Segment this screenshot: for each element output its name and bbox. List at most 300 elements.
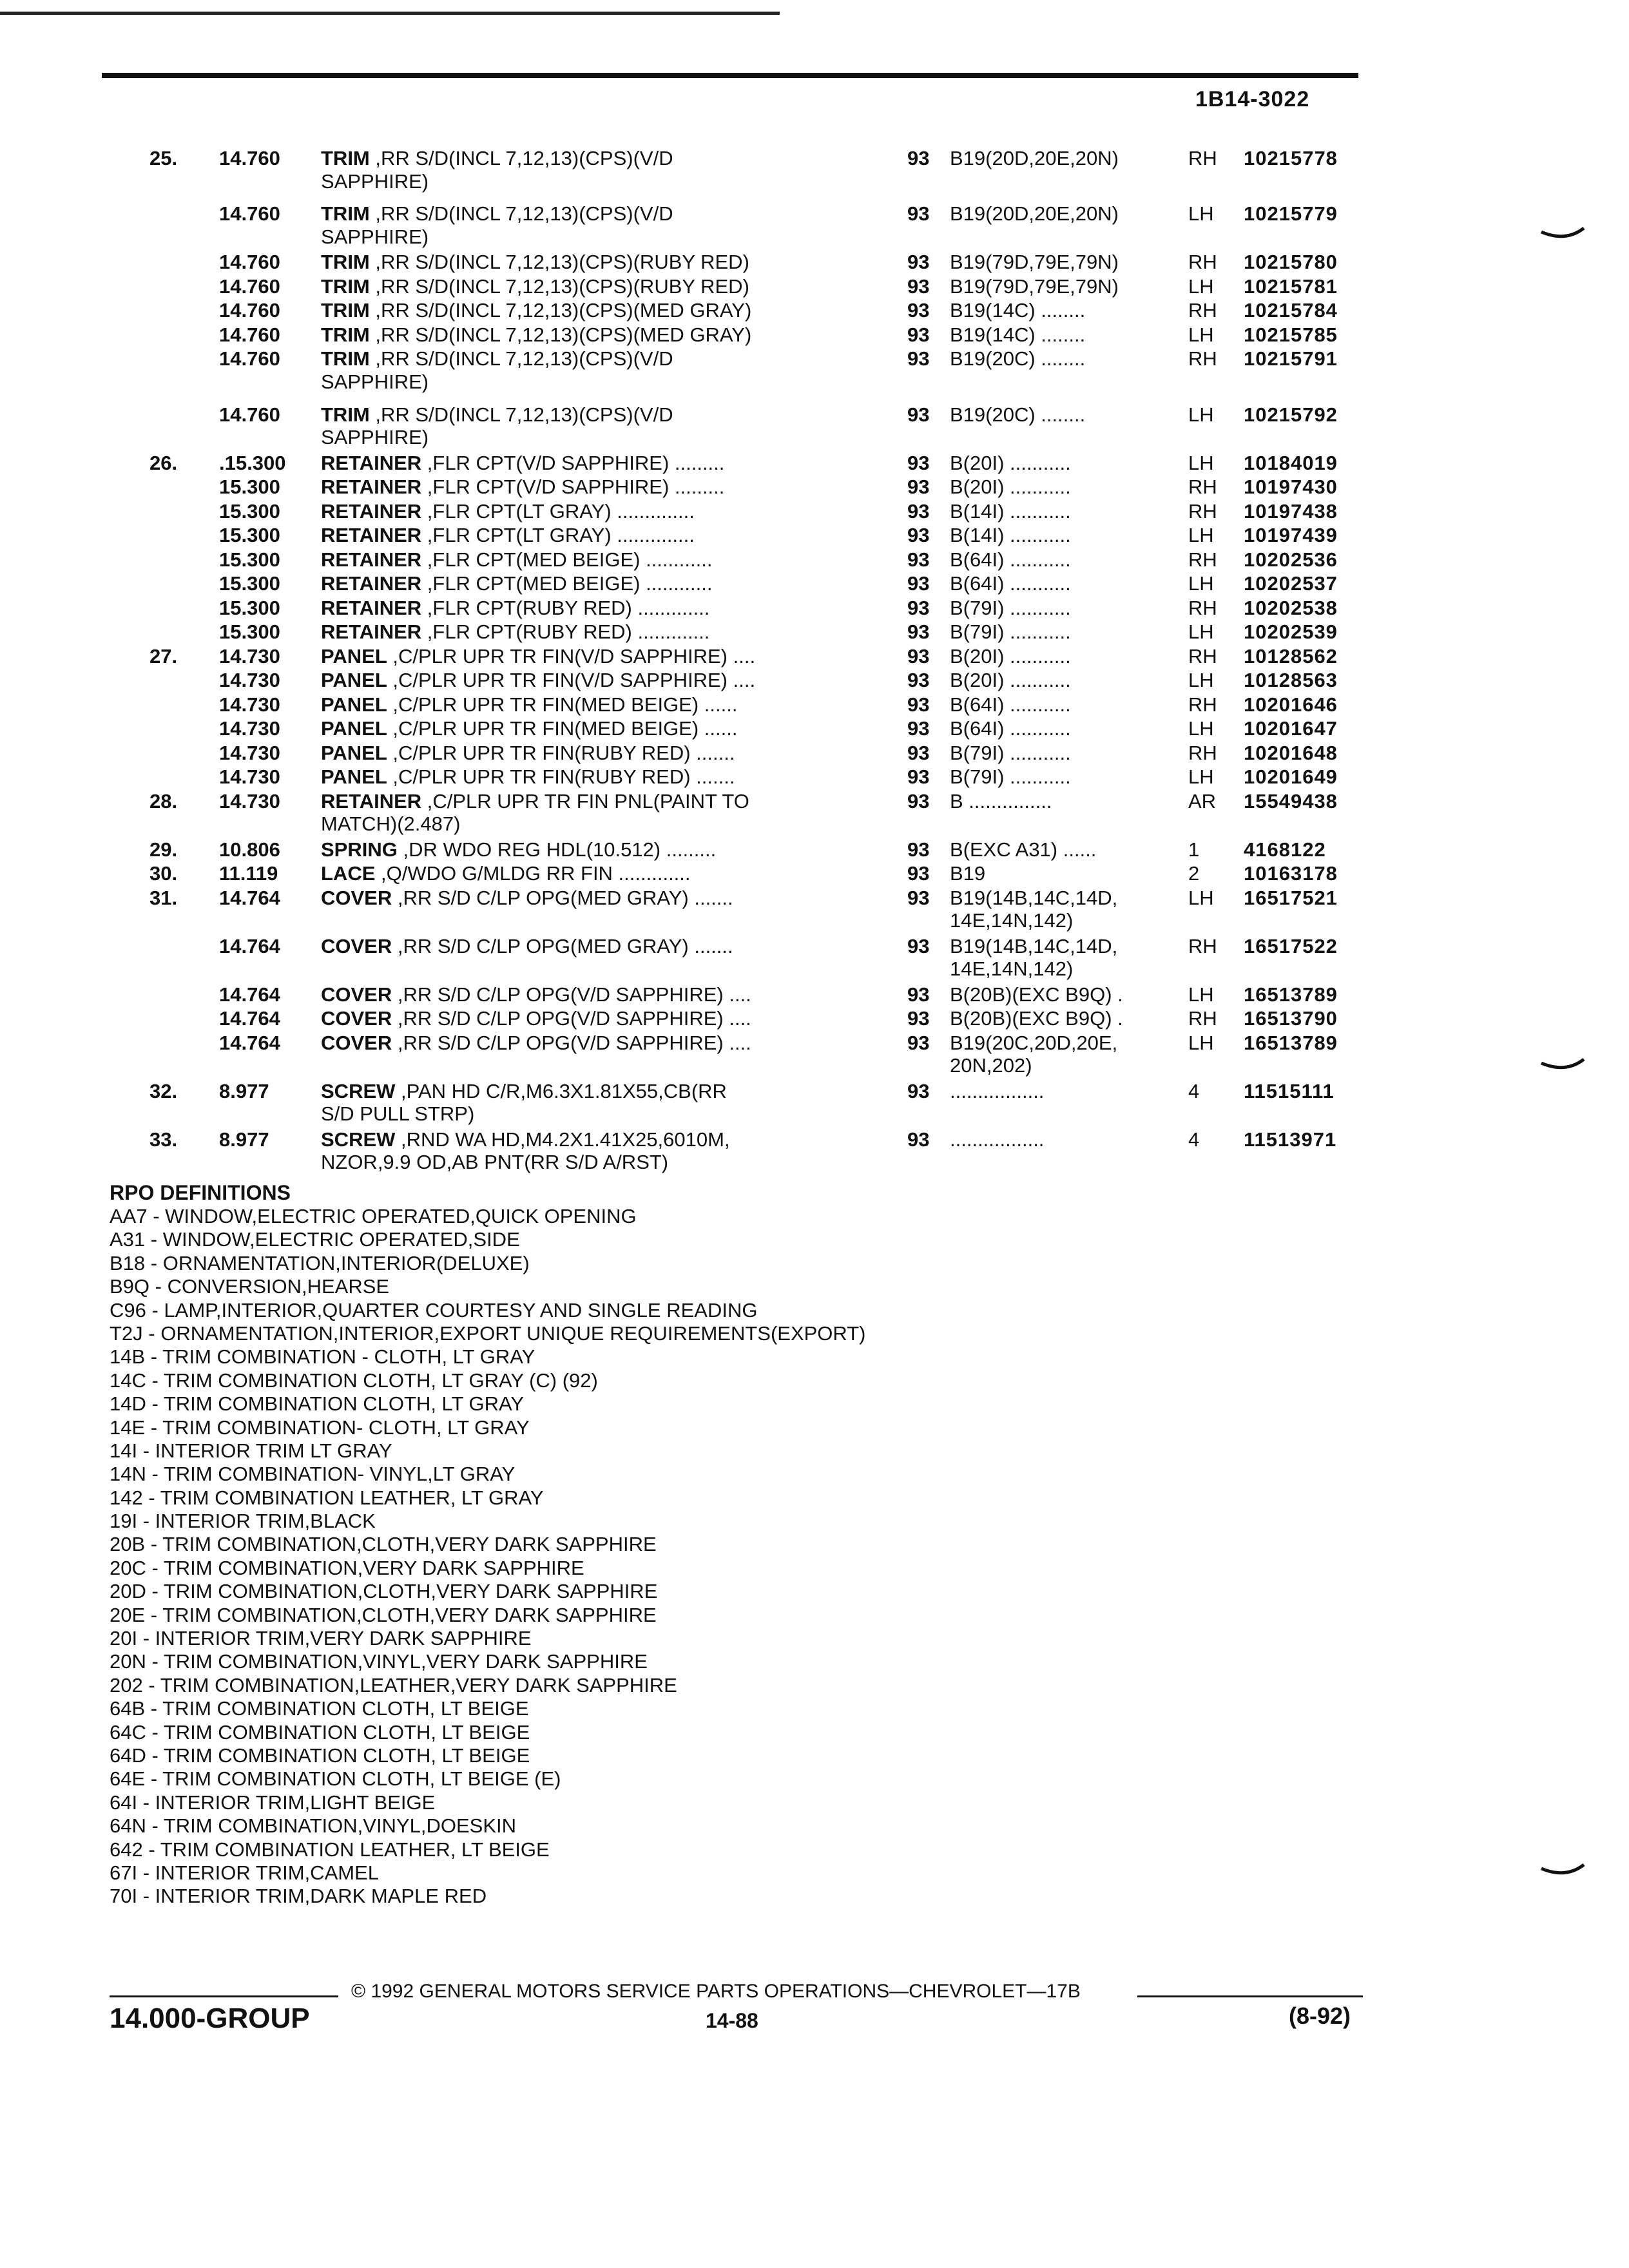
part-name: RETAINER — [321, 524, 422, 546]
rpo-usage: B19(14C) ........ — [950, 299, 1086, 322]
rpo-usage: B19(20D,20E,20N) — [950, 147, 1119, 169]
rpo-definition: 20I - INTERIOR TRIM,VERY DARK SAPPHIRE — [110, 1627, 532, 1650]
part-row — [0, 147, 1418, 193]
rpo-definition: 642 - TRIM COMBINATION LEATHER, LT BEIGE — [110, 1838, 550, 1861]
group-number: 14.760 — [219, 274, 280, 298]
footer-page-number: 14-88 — [706, 2009, 758, 2032]
part-row — [0, 323, 1418, 348]
part-row — [0, 886, 1418, 932]
rpo-usage-continued: 14E,14N,142) — [950, 909, 1074, 932]
side-or-qty: LH — [1188, 717, 1214, 740]
part-number: 10197430 — [1244, 476, 1338, 498]
part-detail: ,RR S/D(INCL 7,12,13)(CPS)(V/D — [369, 202, 673, 226]
rpo-usage: B(20B)(EXC B9Q) . — [950, 983, 1123, 1006]
rpo-usage: B(79I) ........... — [950, 765, 1071, 788]
part-description — [321, 717, 737, 740]
footer-rule-right — [1137, 1995, 1363, 1997]
group-number: 15.300 — [219, 476, 280, 498]
part-name: PANEL — [321, 765, 387, 788]
part-name: PANEL — [321, 693, 387, 716]
rpo-definition: T2J - ORNAMENTATION,INTERIOR,EXPORT UNIQUE REQUIREMENTS(EXPORT) — [110, 1321, 866, 1345]
side-or-qty: LH — [1188, 765, 1214, 788]
part-description — [321, 935, 733, 958]
part-row — [0, 572, 1418, 597]
rpo-definitions-list — [110, 1205, 1141, 1908]
rpo-usage: B19(20C) ........ — [950, 403, 1086, 426]
rpo-definition: 19I - INTERIOR TRIM,BLACK — [110, 1510, 376, 1533]
part-description-continued: SAPPHIRE) — [321, 426, 429, 449]
side-or-qty: RH — [1188, 499, 1217, 523]
side-or-qty: 2 — [1188, 862, 1200, 885]
part-row — [0, 669, 1418, 693]
part-number: 11513971 — [1244, 1128, 1337, 1151]
part-detail: ,FLR CPT(LT GRAY) .............. — [421, 524, 695, 546]
part-description-continued: S/D PULL STRP) — [321, 1102, 475, 1126]
rpo-definition: 14C - TRIM COMBINATION CLOTH, LT GRAY (C) (92) — [110, 1369, 598, 1392]
part-detail: ,C/PLR UPR TR FIN(MED BEIGE) ...... — [387, 717, 738, 740]
part-name: SPRING — [321, 838, 398, 861]
rpo-usage: B(EXC A31) ...... — [950, 838, 1097, 861]
rpo-definition: 20C - TRIM COMBINATION,VERY DARK SAPPHIRE — [110, 1556, 584, 1579]
part-detail: ,RR S/D(INCL 7,12,13)(CPS)(RUBY RED) — [369, 251, 749, 274]
model-year: 93 — [907, 934, 930, 957]
part-detail: ,FLR CPT(RUBY RED) ............. — [421, 620, 710, 643]
side-or-qty: LH — [1188, 620, 1214, 643]
part-name: RETAINER — [321, 476, 422, 498]
part-number: 10202536 — [1244, 548, 1338, 571]
part-row — [0, 1031, 1418, 1077]
part-description — [321, 693, 737, 716]
group-number: 15.300 — [219, 548, 280, 571]
part-row — [0, 548, 1418, 573]
part-name: COVER — [321, 1007, 392, 1030]
group-number: 15.300 — [219, 572, 280, 595]
part-number: 10201647 — [1244, 717, 1338, 740]
footer-copyright: © 1992 GENERAL MOTORS SERVICE PARTS OPERATIONS—CHEVROLET—17B — [351, 1981, 1081, 2002]
part-detail: ,C/PLR UPR TR FIN(V/D SAPPHIRE) .... — [387, 644, 756, 668]
side-or-qty: RH — [1188, 251, 1217, 274]
part-detail: ,RR S/D C/LP OPG(V/D SAPPHIRE) .... — [392, 1031, 751, 1054]
side-or-qty: LH — [1188, 403, 1214, 426]
part-name: TRIM — [321, 403, 370, 426]
rpo-usage: B(20I) ........... — [950, 669, 1071, 691]
part-name: TRIM — [321, 347, 370, 370]
rpo-definition: 64C - TRIM COMBINATION CLOTH, LT BEIGE — [110, 1720, 530, 1744]
part-row — [0, 742, 1418, 766]
side-or-qty: RH — [1188, 548, 1217, 571]
part-description-continued: MATCH)(2.487) — [321, 812, 461, 836]
part-number: 16517521 — [1244, 886, 1338, 909]
part-description — [321, 476, 724, 499]
part-number: 10201646 — [1244, 693, 1338, 716]
part-row — [0, 983, 1418, 1008]
group-number: 15.300 — [219, 499, 280, 523]
model-year: 93 — [907, 741, 930, 764]
group-number: 14.760 — [219, 202, 280, 226]
part-number: 10215792 — [1244, 403, 1338, 426]
model-year: 93 — [907, 1128, 930, 1151]
item-number: 28. — [149, 789, 178, 812]
rpo-usage: B ............... — [950, 789, 1052, 812]
rpo-usage: B19(20D,20E,20N) — [950, 202, 1119, 226]
rpo-usage: B(79I) ........... — [950, 741, 1071, 764]
part-row — [0, 403, 1418, 449]
part-description — [321, 620, 709, 644]
part-detail: ,RR S/D(INCL 7,12,13)(CPS)(V/D — [369, 403, 673, 426]
part-description — [321, 1080, 727, 1103]
part-name: PANEL — [321, 717, 387, 740]
group-number: 14.764 — [219, 886, 280, 909]
part-number: 10215778 — [1244, 147, 1338, 169]
part-number: 10201648 — [1244, 741, 1338, 764]
rpo-usage: B19(79D,79E,79N) — [950, 251, 1119, 274]
rpo-usage: B19 — [950, 862, 986, 885]
model-year: 93 — [907, 451, 930, 474]
part-detail: ,RR S/D C/LP OPG(MED GRAY) ....... — [392, 934, 733, 957]
side-or-qty: LH — [1188, 886, 1214, 909]
group-number: 8.977 — [219, 1079, 269, 1102]
part-detail: ,DR WDO REG HDL(10.512) ......... — [397, 838, 717, 861]
part-name: TRIM — [321, 299, 370, 322]
part-description — [321, 1007, 751, 1030]
part-name: RETAINER — [321, 789, 422, 812]
part-number: 10215779 — [1244, 202, 1338, 226]
rpo-usage: B19(79D,79E,79N) — [950, 274, 1119, 298]
part-description — [321, 500, 695, 523]
rpo-definition: B18 - ORNAMENTATION,INTERIOR(DELUXE) — [110, 1251, 530, 1274]
model-year: 93 — [907, 323, 930, 346]
side-or-qty: RH — [1188, 741, 1217, 764]
part-row — [0, 1007, 1418, 1032]
part-number: 10197439 — [1244, 524, 1338, 546]
group-number: 14.760 — [219, 347, 280, 370]
side-or-qty: RH — [1188, 476, 1217, 498]
part-detail: ,FLR CPT(MED BEIGE) ............ — [421, 572, 713, 595]
part-row — [0, 1128, 1418, 1174]
item-number: 32. — [149, 1079, 178, 1102]
part-detail: ,FLR CPT(RUBY RED) ............. — [421, 596, 710, 619]
part-detail: ,Q/WDO G/MLDG RR FIN ............. — [375, 862, 691, 885]
model-year: 93 — [907, 669, 930, 691]
rpo-definition: 64E - TRIM COMBINATION CLOTH, LT BEIGE (E) — [110, 1767, 561, 1791]
item-number: 29. — [149, 838, 178, 861]
rpo-definition: 14D - TRIM COMBINATION CLOTH, LT GRAY — [110, 1392, 525, 1416]
part-name: COVER — [321, 983, 392, 1006]
rpo-definition: 202 - TRIM COMBINATION,LEATHER,VERY DARK SAPPHIRE — [110, 1673, 677, 1696]
model-year: 93 — [907, 548, 930, 571]
side-or-qty: LH — [1188, 274, 1214, 298]
part-detail: ,PAN HD C/R,M6.3X1.81X55,CB(RR — [395, 1079, 727, 1102]
model-year: 93 — [907, 620, 930, 643]
part-name: COVER — [321, 1031, 392, 1054]
group-number: 14.730 — [219, 789, 280, 812]
rpo-usage: B(64I) ........... — [950, 548, 1071, 571]
rpo-usage: B(20I) ........... — [950, 451, 1071, 474]
item-number: 26. — [149, 451, 178, 474]
group-number: 14.730 — [219, 741, 280, 764]
group-number: 14.730 — [219, 669, 280, 691]
rpo-usage: ................. — [950, 1128, 1045, 1151]
part-description — [321, 147, 673, 170]
part-description — [321, 299, 751, 322]
part-number: 10184019 — [1244, 451, 1338, 474]
part-number: 10215780 — [1244, 251, 1338, 274]
group-number: .15.300 — [219, 451, 286, 474]
part-description-continued: SAPPHIRE) — [321, 225, 429, 248]
group-number: 11.119 — [219, 862, 278, 885]
rpo-usage: B(14I) ........... — [950, 499, 1071, 523]
part-row — [0, 789, 1418, 836]
part-name: TRIM — [321, 147, 370, 169]
part-name: SCREW — [321, 1079, 396, 1102]
rpo-usage: B(64I) ........... — [950, 693, 1071, 716]
group-number: 15.300 — [219, 524, 280, 546]
side-or-qty: LH — [1188, 202, 1214, 226]
part-row — [0, 476, 1418, 500]
group-number: 14.730 — [219, 693, 280, 716]
part-description — [321, 669, 755, 692]
part-name: TRIM — [321, 202, 370, 226]
rpo-definition: 14N - TRIM COMBINATION- VINYL,LT GRAY — [110, 1463, 516, 1486]
rpo-usage: B(20B)(EXC B9Q) . — [950, 1007, 1123, 1030]
part-row — [0, 620, 1418, 645]
group-number: 14.764 — [219, 1031, 280, 1054]
model-year: 93 — [907, 299, 930, 322]
side-or-qty: RH — [1188, 347, 1217, 370]
group-number: 15.300 — [219, 620, 280, 643]
item-number: 30. — [149, 862, 178, 885]
part-name: LACE — [321, 862, 376, 885]
group-number: 14.760 — [219, 323, 280, 346]
model-year: 93 — [907, 403, 930, 426]
part-description — [321, 347, 673, 370]
part-description — [321, 524, 695, 547]
part-description — [321, 403, 673, 427]
model-year: 93 — [907, 147, 930, 169]
part-description — [321, 548, 712, 572]
group-number: 14.730 — [219, 765, 280, 788]
part-row — [0, 934, 1418, 981]
rpo-definition: 64I - INTERIOR TRIM,LIGHT BEIGE — [110, 1791, 436, 1814]
part-detail: ,C/PLR UPR TR FIN(MED BEIGE) ...... — [387, 693, 738, 716]
group-number: 14.730 — [219, 644, 280, 668]
part-number: 10128562 — [1244, 644, 1338, 668]
rpo-usage-continued: 20N,202) — [950, 1054, 1032, 1077]
part-description — [321, 765, 735, 789]
part-name: TRIM — [321, 251, 370, 274]
rpo-definition: 14E - TRIM COMBINATION- CLOTH, LT GRAY — [110, 1416, 530, 1439]
model-year: 93 — [907, 1007, 930, 1030]
model-year: 93 — [907, 1079, 930, 1102]
side-or-qty: RH — [1188, 1007, 1217, 1030]
part-row — [0, 717, 1418, 742]
part-number: 10202537 — [1244, 572, 1338, 595]
rpo-usage: B19(20C) ........ — [950, 347, 1086, 370]
part-detail: ,FLR CPT(V/D SAPPHIRE) ......... — [421, 451, 725, 474]
part-description — [321, 790, 749, 813]
rpo-usage: B19(14B,14C,14D, — [950, 886, 1118, 909]
part-row — [0, 1079, 1418, 1126]
part-name: TRIM — [321, 274, 370, 298]
group-number: 8.977 — [219, 1128, 269, 1151]
side-or-qty: AR — [1188, 789, 1217, 812]
part-row — [0, 251, 1418, 275]
part-description — [321, 597, 709, 620]
part-detail: ,RR S/D C/LP OPG(V/D SAPPHIRE) .... — [392, 1007, 751, 1030]
part-name: RETAINER — [321, 620, 422, 643]
side-or-qty: LH — [1188, 1031, 1214, 1054]
margin-tick-mark — [1540, 226, 1585, 244]
part-name: RETAINER — [321, 548, 422, 571]
side-or-qty: LH — [1188, 572, 1214, 595]
rpo-definition: 64D - TRIM COMBINATION CLOTH, LT BEIGE — [110, 1744, 530, 1767]
part-row — [0, 765, 1418, 790]
model-year: 93 — [907, 499, 930, 523]
rpo-definition: 142 - TRIM COMBINATION LEATHER, LT GRAY — [110, 1486, 544, 1509]
side-or-qty: 1 — [1188, 838, 1200, 861]
rpo-definition: 67I - INTERIOR TRIM,CAMEL — [110, 1861, 379, 1884]
part-description-continued: SAPPHIRE) — [321, 370, 429, 393]
part-row — [0, 597, 1418, 621]
part-description — [321, 838, 716, 861]
rpo-usage: B(20I) ........... — [950, 644, 1071, 668]
part-detail: ,RR S/D(INCL 7,12,13)(CPS)(V/D — [369, 147, 673, 169]
rpo-usage-continued: 14E,14N,142) — [950, 957, 1074, 981]
part-row — [0, 524, 1418, 548]
item-number: 25. — [149, 147, 178, 169]
part-description — [321, 202, 673, 226]
part-detail: ,FLR CPT(V/D SAPPHIRE) ......... — [421, 476, 725, 498]
rpo-usage: B19(14C) ........ — [950, 323, 1086, 346]
part-number: 10215791 — [1244, 347, 1338, 370]
part-number: 10215781 — [1244, 274, 1338, 298]
part-number: 10202539 — [1244, 620, 1338, 643]
part-description — [321, 323, 751, 347]
part-detail: ,C/PLR UPR TR FIN PNL(PAINT TO — [421, 789, 749, 812]
group-number: 10.806 — [219, 838, 280, 861]
model-year: 93 — [907, 476, 930, 498]
side-or-qty: LH — [1188, 983, 1214, 1006]
footer-date: (8-92) — [1289, 2003, 1351, 2029]
model-year: 93 — [907, 886, 930, 909]
model-year: 93 — [907, 524, 930, 546]
part-row — [0, 275, 1418, 300]
part-row — [0, 862, 1418, 887]
model-year: 93 — [907, 274, 930, 298]
group-number: 15.300 — [219, 596, 280, 619]
part-detail: ,RR S/D C/LP OPG(MED GRAY) ....... — [392, 886, 733, 909]
part-description — [321, 251, 749, 274]
part-description — [321, 862, 691, 885]
rpo-usage: B(79I) ........... — [950, 596, 1071, 619]
part-detail: ,RR S/D(INCL 7,12,13)(CPS)(MED GRAY) — [369, 323, 752, 346]
part-detail: ,RR S/D(INCL 7,12,13)(CPS)(MED GRAY) — [369, 299, 752, 322]
part-name: COVER — [321, 934, 392, 957]
rpo-usage: B(64I) ........... — [950, 717, 1071, 740]
model-year: 93 — [907, 765, 930, 788]
side-or-qty: RH — [1188, 596, 1217, 619]
part-number: 10197438 — [1244, 499, 1338, 523]
part-detail: ,RR S/D(INCL 7,12,13)(CPS)(V/D — [369, 347, 673, 370]
part-name: RETAINER — [321, 499, 422, 523]
group-number: 14.764 — [219, 983, 280, 1006]
model-year: 93 — [907, 202, 930, 226]
side-or-qty: RH — [1188, 147, 1217, 169]
part-detail: ,C/PLR UPR TR FIN(V/D SAPPHIRE) .... — [387, 669, 756, 691]
group-number: 14.764 — [219, 1007, 280, 1030]
model-year: 93 — [907, 862, 930, 885]
part-description-continued: SAPPHIRE) — [321, 169, 429, 193]
group-number: 14.730 — [219, 717, 280, 740]
side-or-qty: RH — [1188, 644, 1217, 668]
side-or-qty: LH — [1188, 323, 1214, 346]
model-year: 93 — [907, 693, 930, 716]
rpo-definition: B9Q - CONVERSION,HEARSE — [110, 1275, 390, 1298]
rpo-definition: 70I - INTERIOR TRIM,DARK MAPLE RED — [110, 1885, 487, 1908]
rpo-definition: 20B - TRIM COMBINATION,CLOTH,VERY DARK SAPPHIRE — [110, 1533, 657, 1556]
rpo-definition: 64N - TRIM COMBINATION,VINYL,DOESKIN — [110, 1814, 517, 1838]
rpo-usage: ................. — [950, 1079, 1045, 1102]
side-or-qty: 4 — [1188, 1128, 1200, 1151]
rpo-usage: B19(20C,20D,20E, — [950, 1031, 1118, 1054]
catalog-code: 1B14-3022 — [1195, 87, 1310, 111]
part-number: 16513790 — [1244, 1007, 1338, 1030]
model-year: 93 — [907, 572, 930, 595]
group-number: 14.764 — [219, 934, 280, 957]
part-number: 10215784 — [1244, 299, 1338, 322]
side-or-qty: 4 — [1188, 1079, 1200, 1102]
part-description — [321, 887, 733, 910]
rpo-usage: B(14I) ........... — [950, 524, 1071, 546]
rpo-definition: AA7 - WINDOW,ELECTRIC OPERATED,QUICK OPENING — [110, 1205, 637, 1227]
side-or-qty: RH — [1188, 299, 1217, 322]
side-or-qty: LH — [1188, 524, 1214, 546]
part-description-continued: NZOR,9.9 OD,AB PNT(RR S/D A/RST) — [321, 1151, 669, 1174]
item-number: 27. — [149, 644, 178, 668]
part-row — [0, 452, 1418, 476]
item-number: 31. — [149, 886, 178, 909]
rpo-definitions-title: RPO DEFINITIONS — [110, 1181, 291, 1204]
group-number: 14.760 — [219, 299, 280, 322]
model-year: 93 — [907, 717, 930, 740]
part-name: PANEL — [321, 741, 387, 764]
part-detail: ,RND WA HD,M4.2X1.41X25,6010M, — [395, 1128, 730, 1151]
rpo-definitions — [110, 1180, 1141, 1908]
part-detail: ,RR S/D C/LP OPG(V/D SAPPHIRE) .... — [392, 983, 751, 1006]
model-year: 93 — [907, 347, 930, 370]
rpo-usage: B(79I) ........... — [950, 620, 1071, 643]
part-detail: ,C/PLR UPR TR FIN(RUBY RED) ....... — [387, 741, 735, 764]
part-number: 10215785 — [1244, 323, 1338, 346]
rpo-usage: B(64I) ........... — [950, 572, 1071, 595]
rpo-definition: A31 - WINDOW,ELECTRIC OPERATED,SIDE — [110, 1228, 520, 1251]
part-name: RETAINER — [321, 572, 422, 595]
part-name: SCREW — [321, 1128, 396, 1151]
rpo-definition: 14B - TRIM COMBINATION - CLOTH, LT GRAY — [110, 1345, 535, 1369]
part-name: COVER — [321, 886, 392, 909]
part-description — [321, 1032, 751, 1055]
group-number: 14.760 — [219, 403, 280, 426]
part-number: 16513789 — [1244, 1031, 1338, 1054]
rpo-definition: 64B - TRIM COMBINATION CLOTH, LT BEIGE — [110, 1697, 529, 1720]
side-or-qty: LH — [1188, 669, 1214, 691]
part-number: 10163178 — [1244, 862, 1338, 885]
part-detail: ,FLR CPT(MED BEIGE) ............ — [421, 548, 713, 571]
part-detail: ,RR S/D(INCL 7,12,13)(CPS)(RUBY RED) — [369, 274, 749, 298]
side-or-qty: RH — [1188, 693, 1217, 716]
side-or-qty: RH — [1188, 934, 1217, 957]
item-number: 33. — [149, 1128, 178, 1151]
